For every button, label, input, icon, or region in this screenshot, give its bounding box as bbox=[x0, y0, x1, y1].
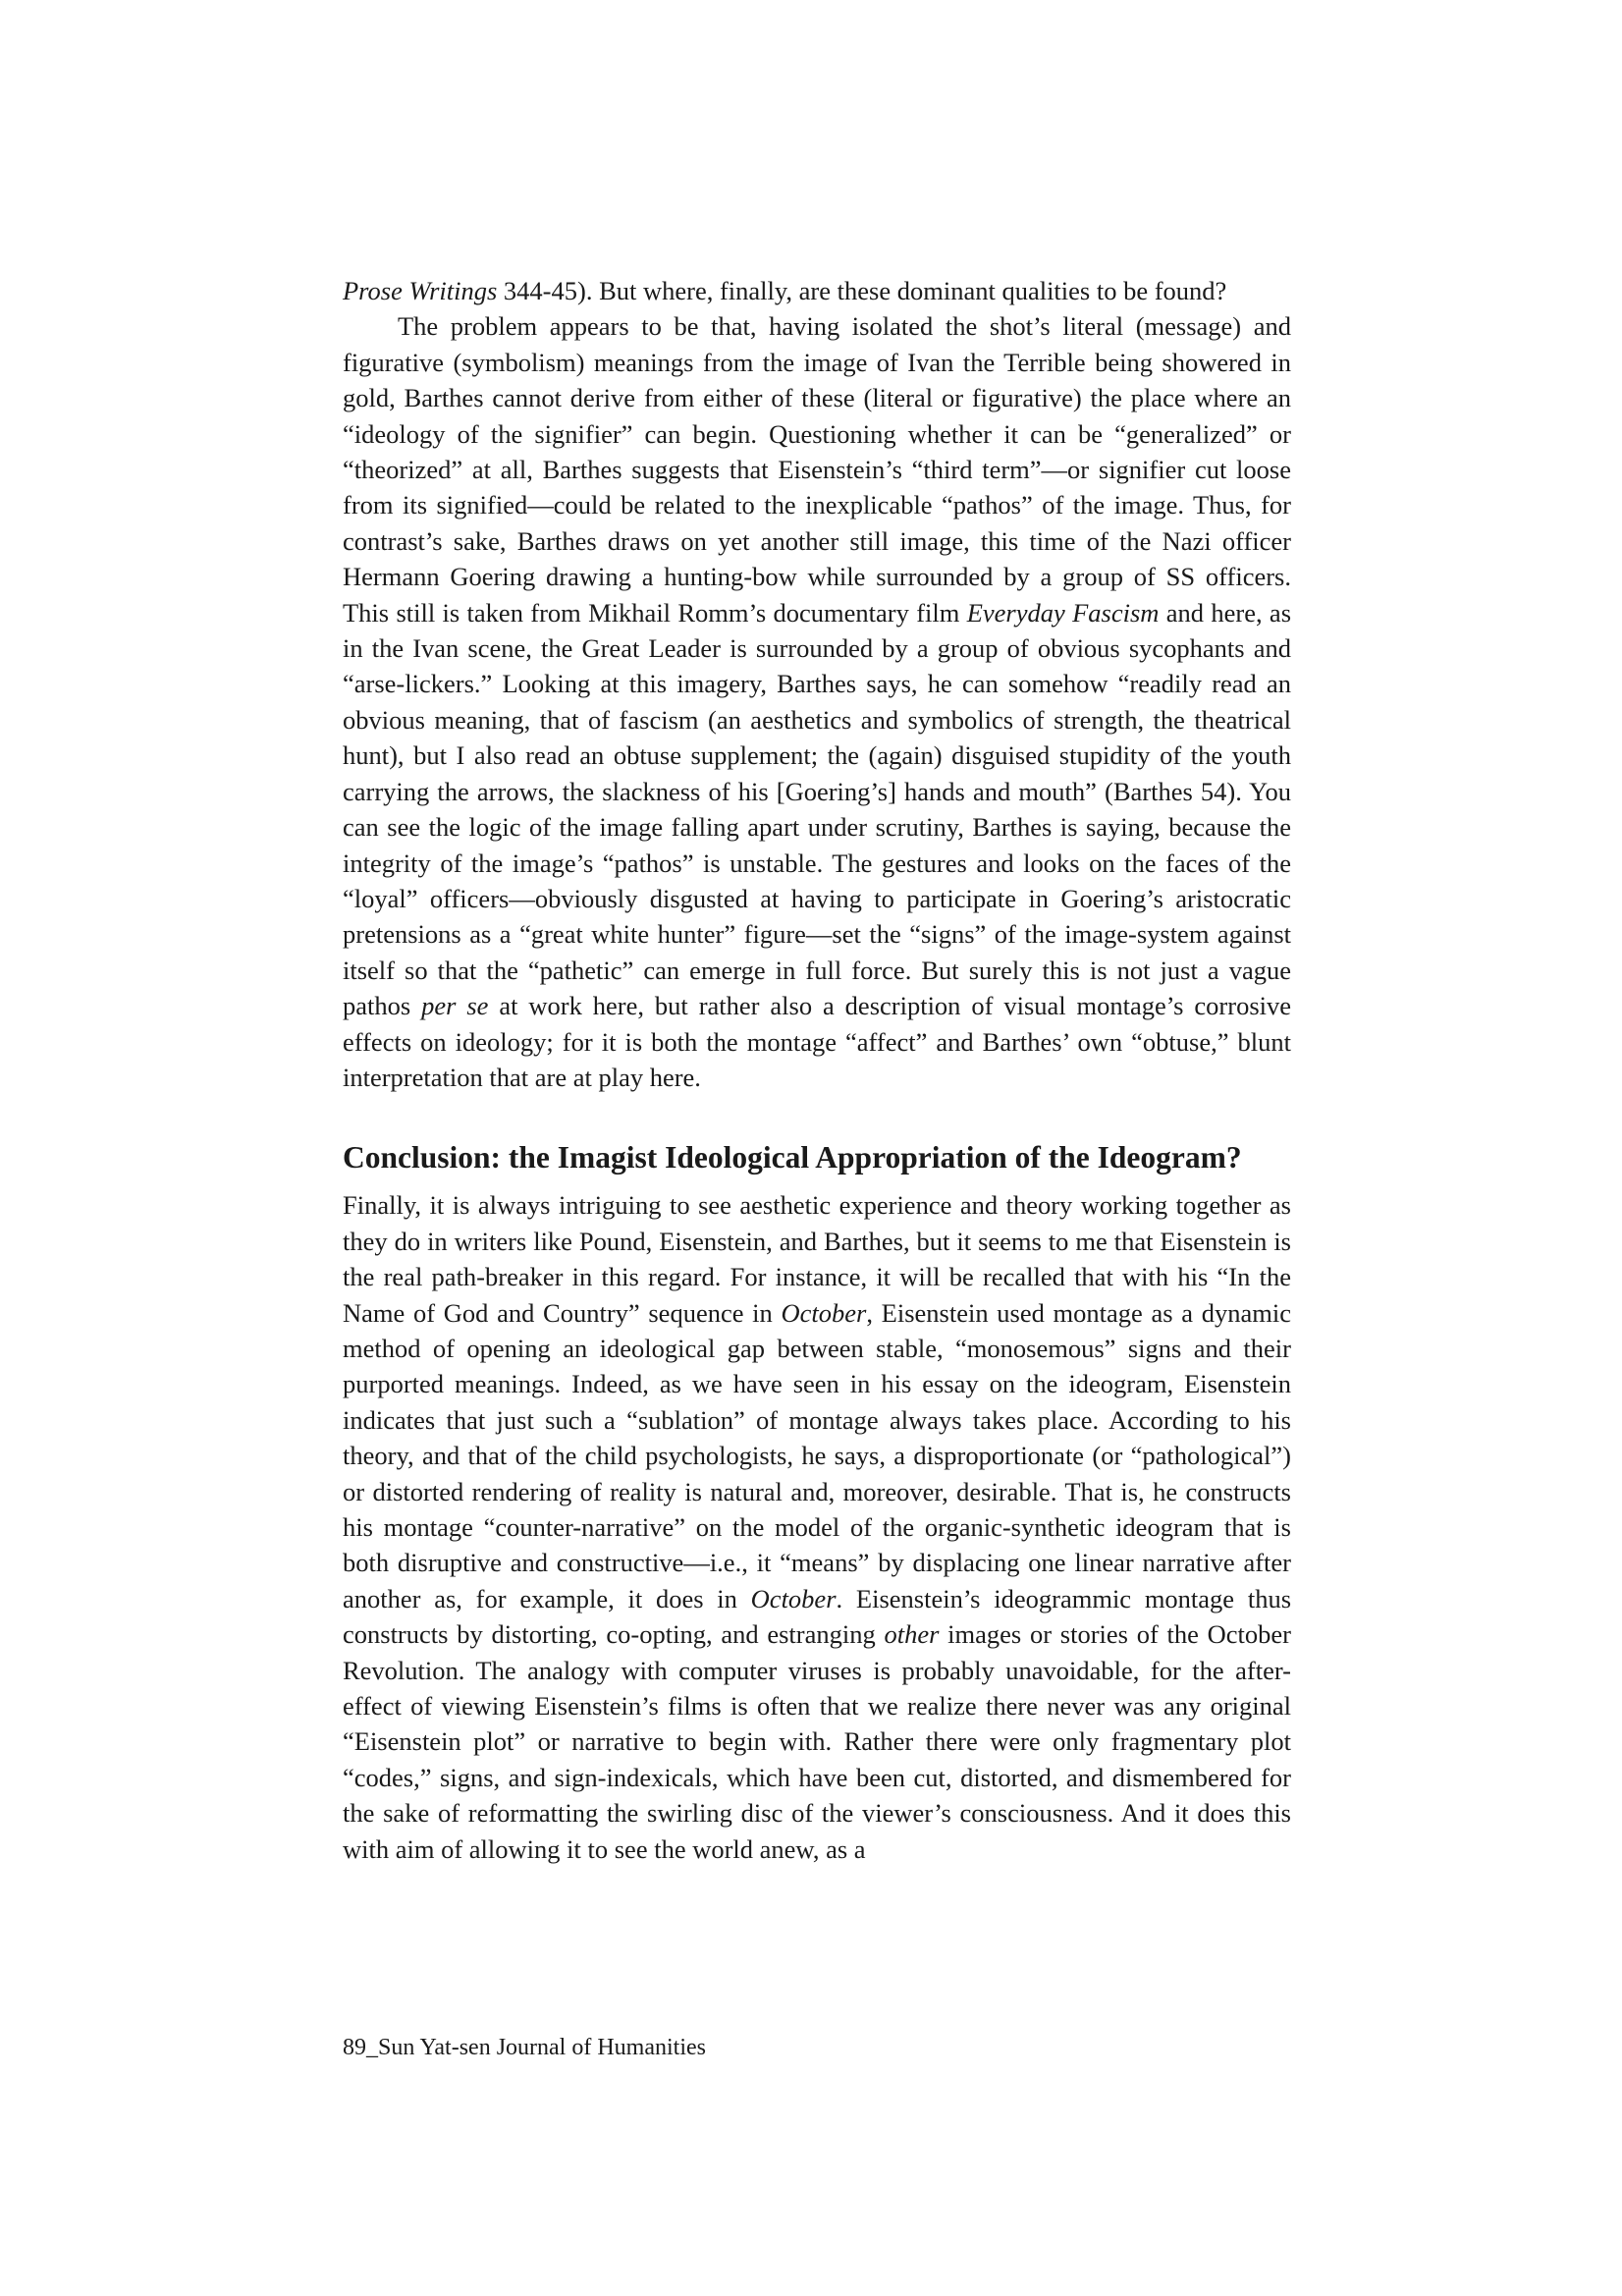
film-title: Everyday Fascism bbox=[966, 597, 1160, 628]
film-title: October bbox=[750, 1583, 837, 1613]
italic-word: other bbox=[884, 1619, 940, 1650]
article-body bbox=[343, 273, 1291, 1867]
paragraph-text: Finally, it is always intriguing to see aesthetic experience and theory working together as they do in writers like Pound, Eisenstein, and Barthes, but it seems to me that Eisenstein is the real path-breaker in this regard. For instance, it will be recalled that with his “In the Name of God and Country” sequence in bbox=[343, 1190, 1291, 1328]
paragraph-conclusion bbox=[343, 1187, 1291, 1867]
paragraph-text: at work here, but rather also a description of visual montage’s corrosive effects on ideology; for it is both the montage “affect” and Barthes’ own “obtuse,” blunt interpretation that are at play here. bbox=[343, 991, 1292, 1092]
page-footer: 89_Sun Yat-sen Journal of Humanities bbox=[343, 2035, 706, 2060]
paragraph-text: 344-45). But where, finally, are these dominant qualities to be found? bbox=[497, 276, 1227, 305]
paragraph-barthes-goering bbox=[343, 308, 1291, 1095]
paragraph-text: and here, as in the Ivan scene, the Great Leader is surrounded by a group of obvious sycophants and “arse-lickers.” Looking at this imagery, Barthes says, he can somehow “readily read an obvious meaning, that of fascism (an aesthetics and symbolics of strength, the theatrical hunt), but I also read an obtuse supplement; the (again) disguised stupidity of the youth carrying the arrows, the slackness of his [Goering’s] hands and mouth” (Barthes 54). You can see the logic of the image falling apart under scrutiny, Barthes is saying, because the integrity of the image’s “pathos” is unstable. The gestures and looks on the faces of the “loyal” officers—obviously disgusted at having to participate in Goering’s aristocratic pretensions as a “great white hunter” figure—set the “signs” of the image-system against itself so that the “pathetic” can emerge in full force. But surely this is not just a vague pathos bbox=[343, 597, 1292, 1021]
paragraph-text: The problem appears to be that, having isolated the shot’s literal (message) and figurative (symbolism) meanings from the image of Ivan the Terrible being showered in gold, Barthes cannot derive from either of these (literal or figurative) the place where an “ideology of the signifier” can begin. Questioning whether it can be “generalized” or “theorized” at all, Barthes suggests that Eisenstein’s “third term”—or signifier cut loose from its signified—could be related to the inexplicable “pathos” of the image. Thus, for contrast’s sake, Barthes draws on yet another still image, this time of the Nazi officer Hermann Goering drawing a hunting-bow while surrounded by a group of SS officers. This still is taken from Mikhail Romm’s documentary film bbox=[343, 311, 1291, 628]
paragraph-text: , Eisenstein used montage as a dynamic method of opening an ideological gap between stable, “monosemous” signs and their purported meanings. Indeed, as we have seen in his essay on the ideogram, Eisenstein indicates that just such a “sublation” of montage always takes place. According to his theory, and that of the child psychologists, he says, a disproportionate (or “pathological”) or distorted rendering of reality is natural and, moreover, desirable. That is, he constructs his montage “counter-narrative” on the model of the organic-synthetic ideogram that is both disruptive and constructive—i.e., it “means” by displacing one linear narrative after another as, for example, it does in bbox=[343, 1297, 1291, 1613]
paragraph-text: . Eisenstein’s ideogrammic montage thus constructs by distorting, co-opting, and estranging bbox=[343, 1583, 1292, 1650]
work-title: Prose Writings bbox=[343, 276, 498, 305]
section-heading: Conclusion: the Imagist Ideological Appropriation of the Ideogram? bbox=[343, 1140, 1242, 1175]
film-title: October bbox=[781, 1297, 867, 1328]
paragraph-continuation bbox=[343, 273, 1291, 308]
paragraph-text: images or stories of the October Revolution. The analogy with computer viruses is probably unavoidable, for the after-effect of viewing Eisenstein’s films is often that we realize there never was any original “Eisenstein plot” or narrative to begin with. Rather there were only fragmentary plot “codes,” signs, and sign-indexicals, which have been cut, distorted, and dismembered for the sake of reformatting the swirling disc of the viewer’s consciousness. And it does this with aim of allowing it to see the world anew, as a bbox=[343, 1619, 1291, 1864]
italic-phrase: per se bbox=[421, 991, 489, 1021]
